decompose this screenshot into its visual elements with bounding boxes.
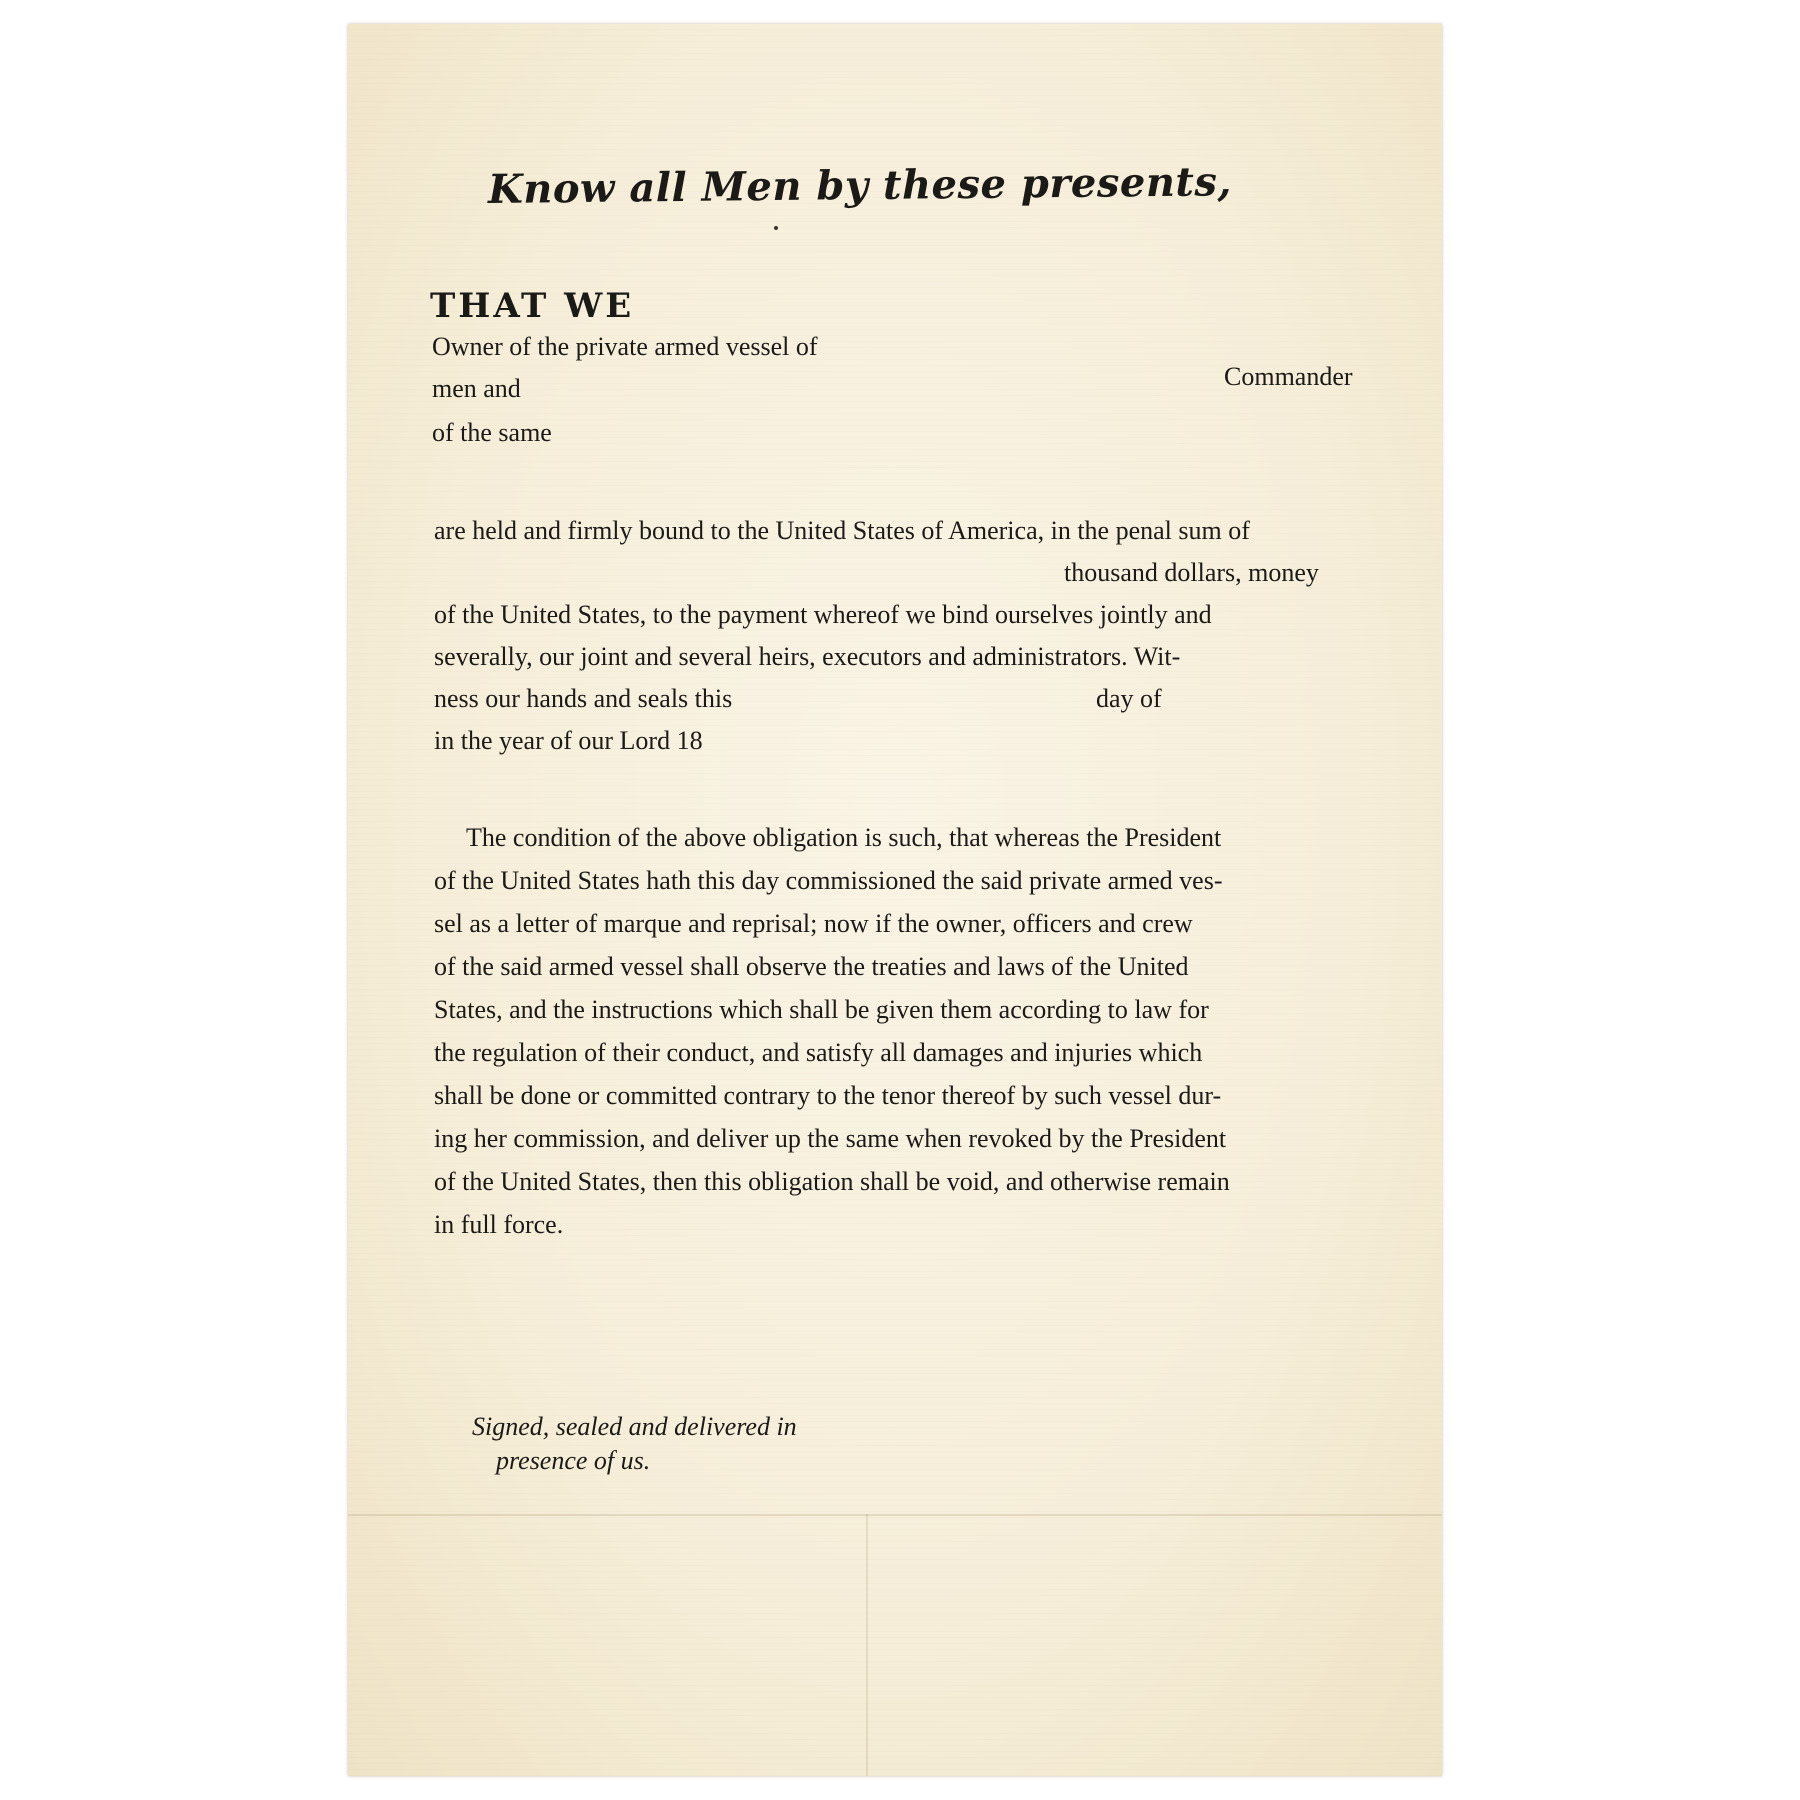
witness-line: Signed, sealed and delivered in [472,1412,797,1441]
fold-crease [348,1514,1442,1516]
owner-field-label: Owner of the private armed vessel of [432,332,818,361]
condition-paragraph [434,816,1374,1246]
witness-clause [472,1410,797,1478]
bond-line: day of [1096,684,1162,713]
condition-line: ing her commission, and deliver up the same when revoked by the President [434,1124,1227,1153]
condition-line: sel as a letter of marque and reprisal; now if the owner, officers and crew [434,909,1193,938]
document-title: Know all Men by these presents, [487,158,1233,213]
commander-label: Commander [1224,362,1353,391]
fold-crease-vertical [866,1514,868,1776]
bond-line: in the year of our Lord 18 [434,726,703,755]
of-same-label: of the same [432,418,552,447]
bond-line: thousand dollars, money [1064,558,1319,587]
bond-line: of the United States, to the payment whereof we bind ourselves jointly and [434,600,1212,629]
men-and-label: men and [432,374,521,403]
condition-line: of the United States, then this obligation shall be void, and otherwise remain [434,1167,1230,1196]
bond-line: severally, our joint and several heirs, executors and administrators. Wit- [434,642,1181,671]
condition-line: of the said armed vessel shall observe the treaties and laws of the United [434,952,1189,981]
condition-line: The condition of the above obligation is such, that whereas the President [466,823,1222,852]
condition-line: States, and the instructions which shall be given them according to law for [434,995,1209,1024]
condition-line: in full force. [434,1210,564,1239]
witness-line: presence of us. [496,1446,651,1475]
bond-line: ness our hands and seals this [434,684,733,713]
condition-line: shall be done or committed contrary to the tenor thereof by such vessel dur- [434,1081,1222,1110]
bond-line: are held and firmly bound to the United States of America, in the penal sum of [434,516,1250,545]
condition-line: the regulation of their conduct, and satisfy all damages and injuries which [434,1038,1203,1067]
blackletter-heading: THAT WE [430,286,635,326]
document-sheet [348,24,1442,1776]
condition-line: of the United States hath this day commissioned the said private armed ves- [434,866,1223,895]
ink-speck [774,226,778,230]
